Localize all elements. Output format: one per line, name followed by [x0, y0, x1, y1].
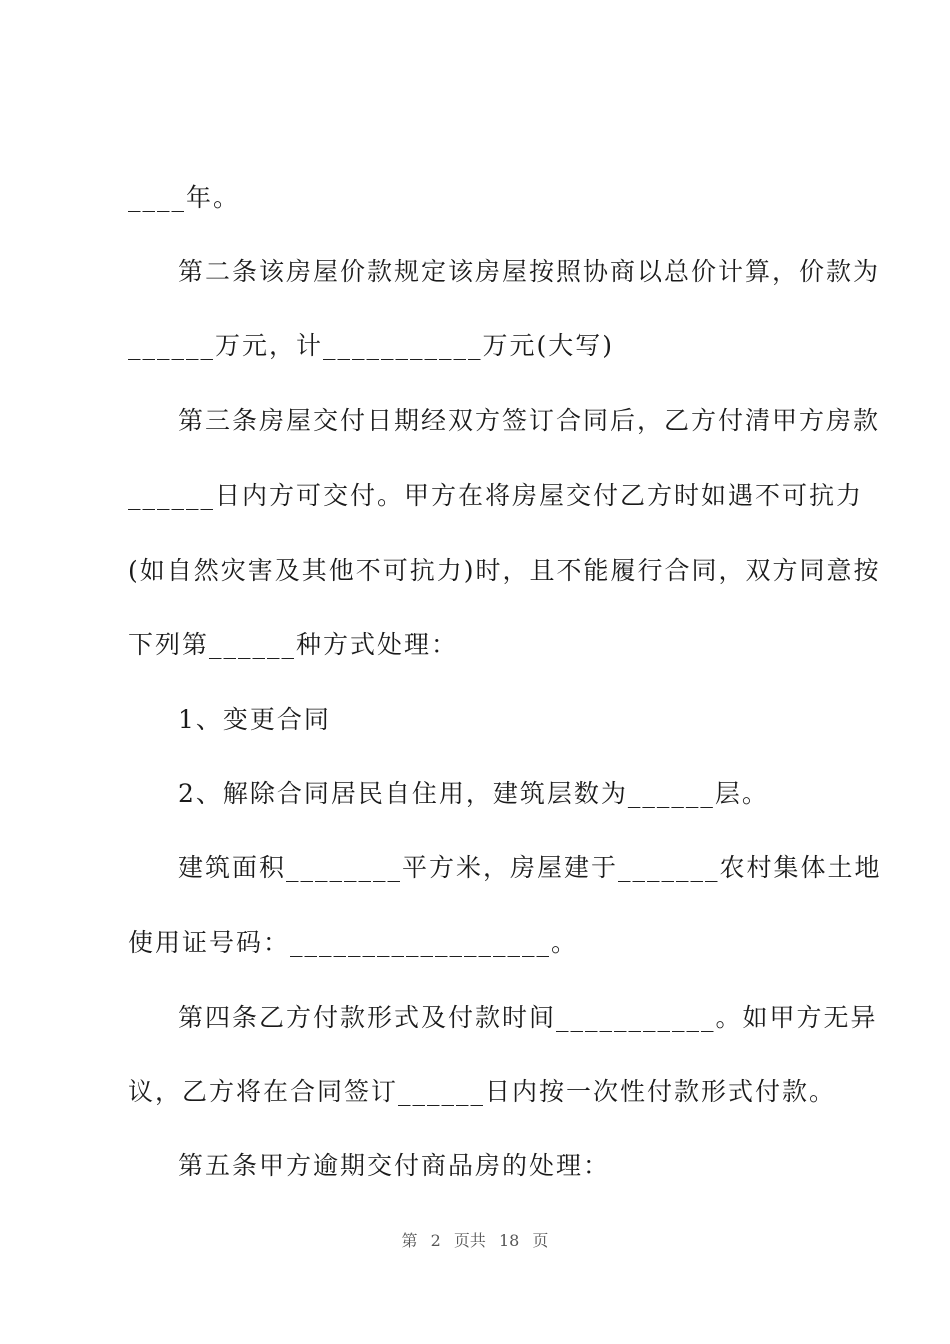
- paragraph-line: 建筑面积________平方米，房屋建于_______农村集体土地: [178, 853, 882, 882]
- paragraph-line: 下列第______种方式处理：: [128, 630, 459, 659]
- paragraph-line: ______万元，计___________万元(大写): [128, 331, 615, 360]
- paragraph-line: ____年。: [128, 183, 241, 212]
- paragraph-line: 使用证号码：__________________。: [128, 928, 579, 957]
- list-item: 2、解除合同居民自住用，建筑层数为______层。: [178, 779, 769, 808]
- paragraph-line: 第二条该房屋价款规定该房屋按照协商以总价计算，价款为: [178, 257, 881, 286]
- list-item: 1、变更合同: [178, 705, 331, 734]
- paragraph-line: (如自然灾害及其他不可抗力)时，且不能履行合同，双方同意按: [128, 556, 881, 585]
- paragraph-line: ______日内方可交付。甲方在将房屋交付乙方时如遇不可抗力: [128, 481, 864, 510]
- paragraph-line: 第三条房屋交付日期经双方签订合同后，乙方付清甲方房款: [178, 406, 881, 435]
- paragraph-line: 议，乙方将在合同签订______日内按一次性付款形式付款。: [128, 1077, 837, 1106]
- page-number-footer: 第 2 页共 18 页: [401, 1231, 549, 1250]
- paragraph-line: 第四条乙方付款形式及付款时间___________。如甲方无异: [178, 1003, 878, 1032]
- paragraph-line: 第五条甲方逾期交付商品房的处理：: [178, 1151, 611, 1180]
